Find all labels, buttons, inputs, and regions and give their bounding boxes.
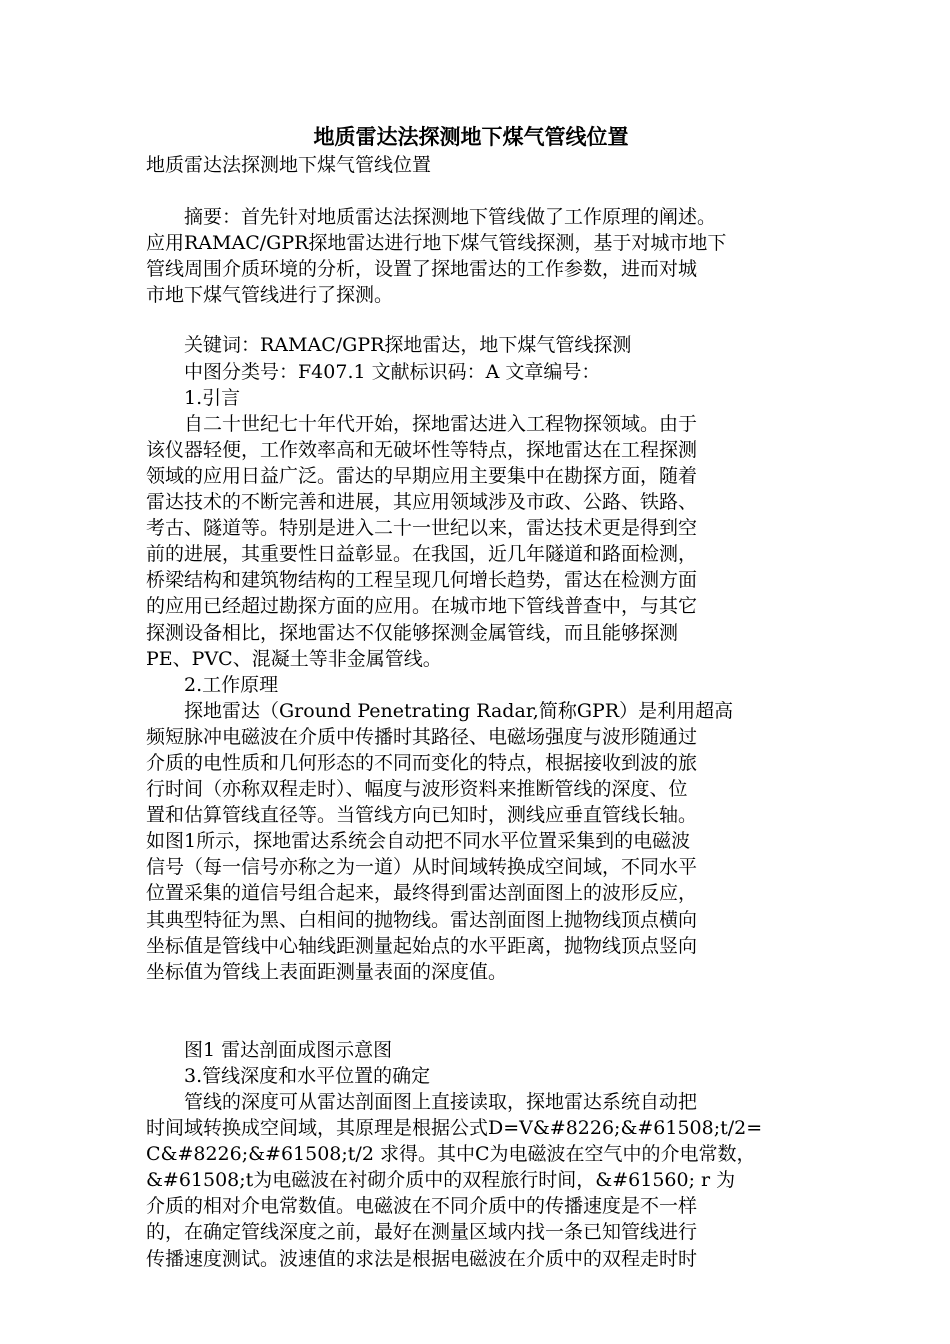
classification: 中图分类号：F407.1 文献标识码：A 文章编号： (146, 360, 601, 383)
paragraph-line: C&#8226;&#61508;t/2 求得。其中C为电磁波在空气中的介电常数， (146, 1143, 756, 1166)
paragraph-line: 自二十世纪七十年代开始，探地雷达进入工程物探领域。由于 (146, 412, 698, 435)
document-subtitle: 地质雷达法探测地下煤气管线位置 (146, 154, 432, 176)
paragraph-line: 该仪器轻便，工作效率高和无破坏性等特点，探地雷达在工程探测 (146, 438, 698, 461)
paragraph-line: 的应用已经超过勘探方面的应用。在城市地下管线普查中，与其它 (146, 595, 698, 618)
abstract-line: 应用RAMAC/GPR探地雷达进行地下煤气管线探测，基于对城市地下 (146, 232, 727, 255)
paragraph-line: PE、PVC、混凝土等非金属管线。 (146, 647, 442, 670)
abstract-line: 摘要：首先针对地质雷达法探测地下管线做了工作原理的阐述。 (146, 206, 717, 229)
paragraph-line: 前的进展，其重要性日益彰显。在我国，近几年隧道和路面检测， (146, 543, 698, 566)
section-1-heading: 1.引言 (146, 386, 241, 409)
paragraph-line: 坐标值是管线中心轴线距测量起始点的水平距离，抛物线顶点竖向 (146, 934, 698, 957)
paragraph-line: 探测设备相比，探地雷达不仅能够探测金属管线，而且能够探测 (146, 621, 679, 644)
section-3-heading: 3.管线深度和水平位置的确定 (146, 1064, 431, 1087)
section-2-heading: 2.工作原理 (146, 673, 279, 696)
paragraph-line: 时间域转换成空间域，其原理是根据公式D=V&#8226;&#61508;t/2= (146, 1117, 763, 1140)
paragraph-line: 行时间（亦称双程走时）、幅度与波形资料来推断管线的深度、位 (146, 778, 688, 801)
paragraph-line: 介质的电性质和几何形态的不同而变化的特点，根据接收到波的旅 (146, 751, 698, 774)
paragraph-line: 雷达技术的不断完善和进展，其应用领域涉及市政、公路、铁路、 (146, 491, 698, 514)
paragraph-line: 管线的深度可从雷达剖面图上直接读取，探地雷达系统自动把 (146, 1091, 698, 1113)
section-2-body (146, 698, 816, 985)
abstract-line: 市地下煤气管线进行了探测。 (146, 284, 394, 307)
section-3-body (146, 1089, 816, 1272)
spacer (146, 308, 816, 332)
paragraph-line: 领域的应用日益广泛。雷达的早期应用主要集中在勘探方面，随着 (146, 464, 698, 487)
section-1-body (146, 411, 816, 672)
paragraph-line: 探地雷达（Ground Penetrating Radar,简称GPR）是利用超高 (146, 699, 734, 722)
paragraph-line: 桥梁结构和建筑物结构的工程呈现几何增长趋势，雷达在检测方面 (146, 569, 698, 592)
figure-placeholder (146, 985, 816, 1037)
paragraph-line: 坐标值为管线上表面距测量表面的深度值。 (146, 960, 508, 983)
abstract-line: 管线周围介质环境的分析，设置了探地雷达的工作参数，进而对城 (146, 258, 698, 281)
paragraph-line: 的，在确定管线深度之前，最好在测量区域内找一条已知管线进行 (146, 1221, 698, 1244)
keywords: 关键词：RAMAC/GPR探地雷达，地下煤气管线探测 (146, 334, 632, 357)
document-page (146, 122, 816, 1272)
paragraph-line: 信号（每一信号亦称之为一道）从时间域转换成空间域，不同水平 (146, 856, 698, 879)
paragraph-line: 考古、隧道等。特别是进入二十一世纪以来，雷达技术更是得到空 (146, 517, 698, 540)
paragraph-line: 其典型特征为黑、白相间的抛物线。雷达剖面图上抛物线顶点横向 (146, 908, 698, 931)
figure-1-caption: 图1 雷达剖面成图示意图 (146, 1038, 393, 1061)
document-title: 地质雷达法探测地下煤气管线位置 (313, 124, 629, 149)
paragraph-line: 传播速度测试。波速值的求法是根据电磁波在介质中的双程走时时 (146, 1247, 698, 1270)
paragraph-line: &#61508;t为电磁波在衬砌介质中的双程旅行时间，&#61560; r 为 (146, 1169, 736, 1192)
abstract (146, 204, 816, 308)
spacer (146, 178, 816, 204)
paragraph-line: 介质的相对介电常数值。电磁波在不同介质中的传播速度是不一样 (146, 1195, 698, 1218)
paragraph-line: 位置采集的道信号组合起来，最终得到雷达剖面图上的波形反应， (146, 882, 698, 905)
paragraph-line: 置和估算管线直径等。当管线方向已知时，测线应垂直管线长轴。 (146, 804, 698, 827)
paragraph-line: 频短脉冲电磁波在介质中传播时其路径、电磁场强度与波形随通过 (146, 725, 698, 748)
paragraph-line: 如图1所示，探地雷达系统会自动把不同水平位置采集到的电磁波 (146, 830, 691, 853)
